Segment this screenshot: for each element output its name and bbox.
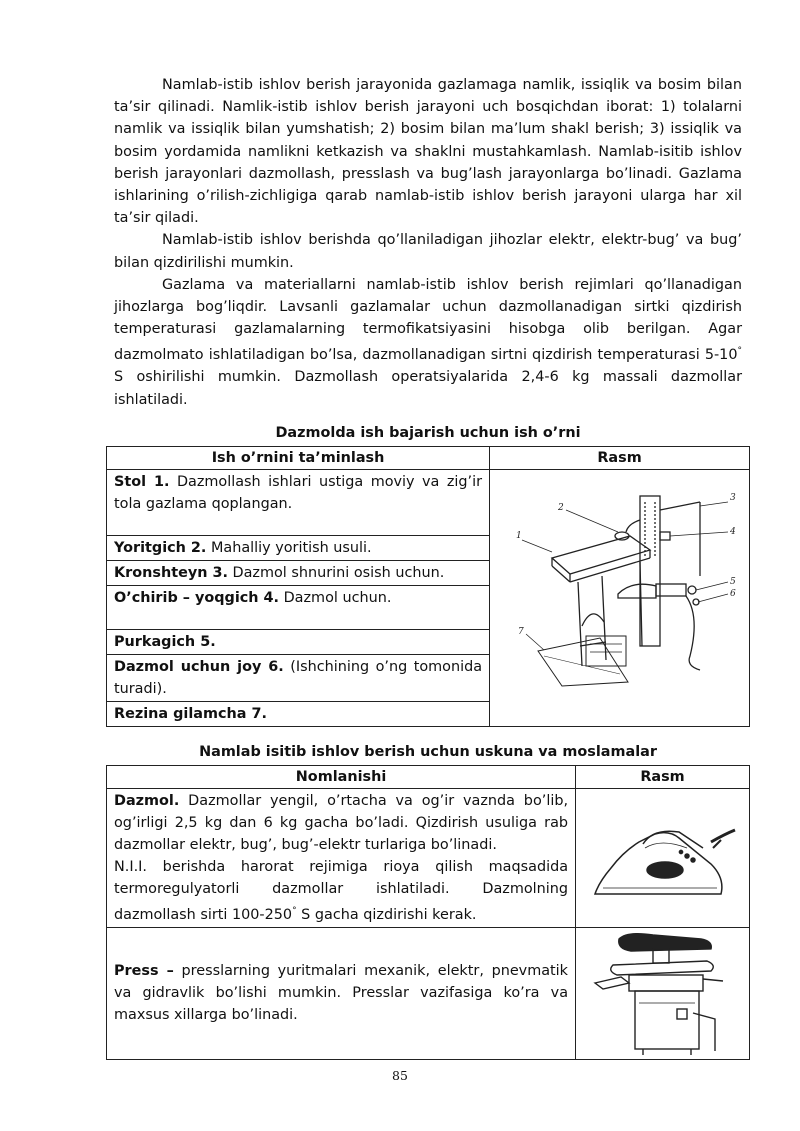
figure-label-1: 1 (515, 530, 522, 541)
table1-row-dazmol-joyi: Dazmol uchun joy 6. (Ishchining o’ng tomonida turadi). (107, 655, 490, 702)
table2-header-picture: Rasm (576, 766, 750, 789)
paragraph-3: Gazlama va materiallarni namlab-istib ishlov berish rejimlari qo’llanadigan jihozlarga bog’liqdir. Lavsanli gazlamalar uchun dazmollanadigan sirtki qizdirish temperaturasi gazlamalarning termofikatsiyasini hisobga olib berilgan. Agar dazmolmato ishlatiladigan bo’lsa, dazmollanadigan sirtni qizdirish temperaturasi 5-10° S oshirilishi mumkin. Dazmollash operatsiyalarida 2,4-6 kg massali dazmollar ishlatiladi. (114, 276, 742, 408)
paragraph-2: Namlab-istib ishlov berishda qo’llaniladigan jihozlar elektr, elektr-bug’ va bug’ bilan qizdirilishi mumkin. (114, 232, 742, 271)
paragraph-1: Namlab-istib ishlov berish jarayonida gazlamaga namlik, issiqlik va bosim bilan ta’sir qilinadi. Namlik-istib ishlov berish jarayoni uch bosqichdan iborat: 1) tolalarni namlik va issiqlik bilan yumshatish; 2) bosim bilan ma’lum shakl berish; 3) issiqlik va bosim yordamida namlikni ketkazish va shaklni mustahkamlash. Namlab-isitib ishlov berish jarayonlari dazmollash, presslash va bug’lash jarayonlarga bo’linadi. Gazlama ishlarining o’rilish-zichligiga qarab namlab-istib ishlov berish jarayoni ularga har xil ta’sir qiladi. (114, 77, 742, 227)
equipment-table (106, 765, 750, 1060)
table2-caption: Namlab isitib ishlov berish uchun uskuna va moslamalar (199, 744, 657, 760)
table1-row-yoritgich: Yoritgich 2. Mahalliy yoritish usuli. (107, 536, 490, 561)
intro-text (114, 74, 742, 411)
table1-row-purkagich: Purkagich 5. (107, 630, 490, 655)
figure-label-7: 7 (517, 626, 524, 637)
table1-header-picture: Rasm (490, 447, 750, 470)
table2-row-press: Press – presslarning yuritmalari mexanik, elektr, pnevmatik va gidravlik bo’lishi mumkin. Presslar vazifasiga ko’ra va maxsus xillarga bo’linadi. (107, 927, 576, 1059)
workplace-table (106, 446, 750, 727)
press-figure (576, 927, 750, 1059)
iron-figure (576, 789, 750, 928)
figure-label-3: 3 (729, 492, 736, 503)
ironing-table-illustration (500, 486, 740, 711)
table1-header-provision: Ish o’rnini ta’minlash (107, 447, 490, 470)
figure-label-2: 2 (557, 502, 564, 513)
table1-caption: Dazmolda ish bajarish uchun ish o’rni (275, 425, 581, 441)
table2-header-name: Nomlanishi (107, 766, 576, 789)
page-number: 85 (392, 1068, 408, 1083)
figure-label-5: 5 (729, 576, 736, 587)
table1-row-ochirib-yoqgich: O’chirib – yoqgich 4. Dazmol uchun. (107, 586, 490, 630)
steam-iron-illustration (583, 808, 743, 908)
figure-label-6: 6 (729, 588, 736, 599)
figure-label-4: 4 (729, 526, 736, 537)
ironing-workplace-figure (490, 470, 750, 727)
press-machine-illustration (583, 929, 743, 1057)
table2-row-dazmol: Dazmol. Dazmollar yengil, o’rtacha va og’ir vaznda bo’lib, og’irligi 2,5 kg dan 6 kg gacha bo’ladi. Qizdirish usuliga rab dazmollar elektr, bug’, bug’-elektr turlariga bo’linadi. N.I.I. berishda harorat rejimiga rioya qilish maqsadida termoregulyatorli dazmollar ishlatiladi. Dazmolning dazmollash sirti 100-250° S gacha qizdirishi kerak. (107, 789, 576, 928)
table1-row-rezina-gilamcha: Rezina gilamcha 7. (107, 702, 490, 727)
table1-row-kronshteyn: Kronshteyn 3. Dazmol shnurini osish uchun. (107, 561, 490, 586)
table1-row-stol: Stol 1. Dazmollash ishlari ustiga moviy va zig’ir tola gazlama qoplangan. (107, 470, 490, 536)
